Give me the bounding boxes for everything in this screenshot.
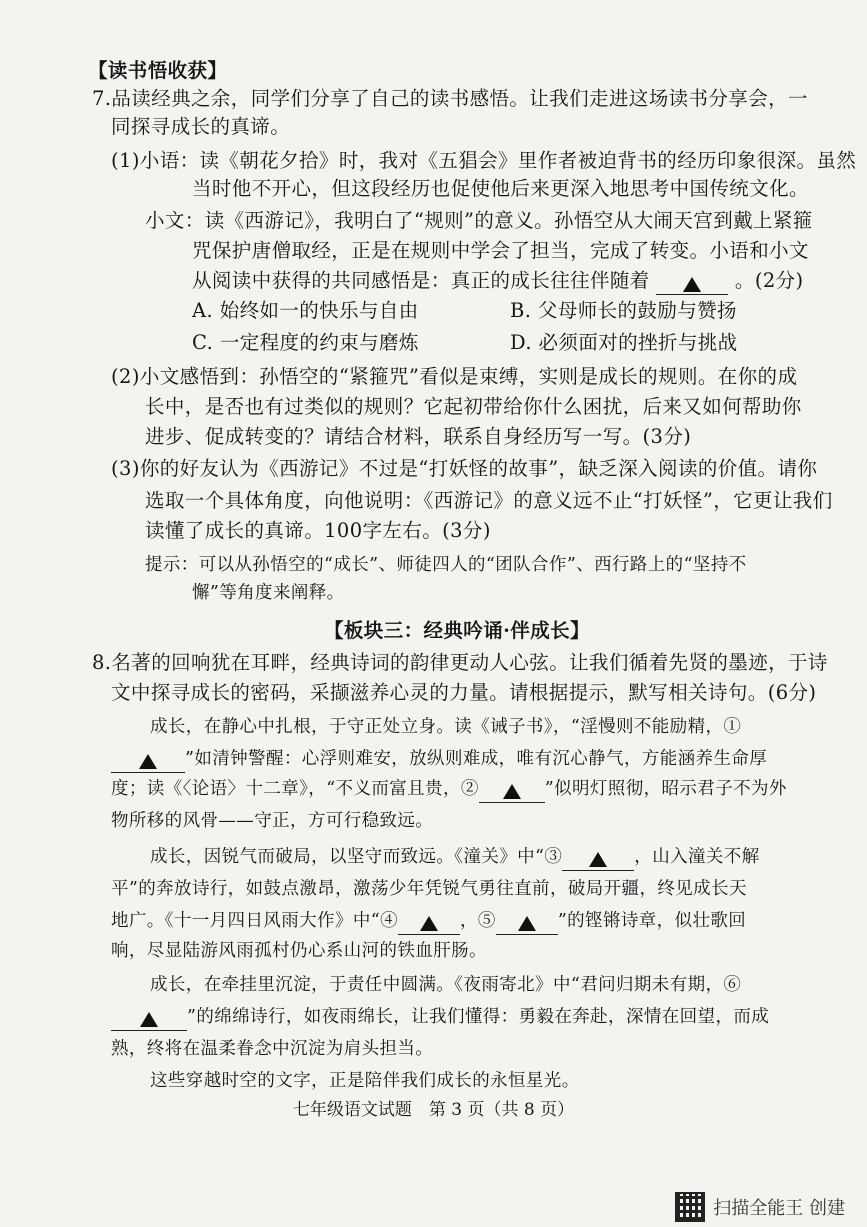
triangle-marker-icon — [589, 852, 607, 867]
triangle-marker-icon — [139, 754, 157, 769]
q8-para2-line-3: 地广。《十一月四日风雨大作》中“④ ，⑤ ”的铿锵诗章，似壮歌回 — [111, 908, 746, 935]
q8-line-2: 文中探寻成长的密码，采撷滋养心灵的力量。请根据提示，默写相关诗句。(6分) — [111, 681, 817, 704]
triangle-marker-icon — [420, 916, 438, 931]
q7-part2-line-2: 长中，是否也有过类似的规则？它起初带给你什么困扰，后来又如何帮助你 — [145, 395, 802, 418]
triangle-marker-icon — [518, 916, 536, 931]
answer-blank-5[interactable] — [496, 912, 558, 935]
option-b: B. 父母师长的鼓励与赞扬 — [510, 299, 737, 322]
q8-para1-line-2: ”如清钟警醒：心浮则难安，放纵则难成，唯有沉心静气，方能涵养生命厚 — [111, 746, 767, 773]
q8-para1-line-1: 成长，在静心中扎根，于守正处立身。读《诫子书》，“淫慢则不能励精，① — [150, 717, 742, 737]
q8-para2-line-1: 成长，因锐气而破局，以坚守而致远。《潼关》中“③ ，山入潼关不解 — [150, 844, 760, 871]
q8-para1-line-3: 度；读《〈论语〉十二章》，“不义而富且贵，② ”似明灯照彻，昭示君子不为外 — [111, 776, 787, 803]
q8-para2-line-4: 响，尽显陆游风雨孤村仍心系山河的铁血肝肠。 — [111, 941, 487, 961]
q7-part3-line-1: (3)你的好友认为《西游记》不过是“打妖怪的故事”，缺乏深入阅读的价值。请你 — [111, 457, 818, 480]
answer-blank[interactable] — [656, 272, 728, 295]
closing-line: 这些穿越时空的文字，正是陪伴我们成长的永恒星光。 — [150, 1071, 580, 1091]
q7-part1-line-5: 从阅读中获得的共同感悟是：真正的成长往往伴随着 。(2分) — [192, 268, 804, 295]
option-d: D. 必须面对的挫折与挑战 — [510, 331, 738, 354]
answer-blank-4[interactable] — [398, 912, 460, 935]
q8-line-1: 8.名著的回响犹在耳畔，经典诗词的韵律更动人心弦。让我们循着先贤的墨迹，于诗 — [92, 651, 828, 674]
option-c: C. 一定程度的约束与磨炼 — [192, 331, 419, 354]
section-header-3: 【板块三：经典吟诵·伴成长】 — [324, 619, 590, 642]
triangle-marker-icon — [503, 784, 521, 799]
scanner-watermark — [675, 1192, 845, 1222]
option-a: A. 始终如一的快乐与自由 — [192, 299, 419, 322]
q7-line-2: 同探寻成长的真谛。 — [111, 115, 291, 138]
page-footer: 七年级语文试题 第 3 页（共 8 页） — [292, 1100, 575, 1120]
q8-para1-line-4: 物所移的风骨——守正，方可行稳致远。 — [111, 811, 434, 831]
q7-part3-line-3: 读懂了成长的真谛。100字左右。(3分) — [145, 519, 491, 542]
hint-line-2: 懈”等角度来阐释。 — [192, 583, 345, 603]
answer-blank-2[interactable] — [479, 780, 545, 803]
q7-part1-line-2: 当时他不开心，但这段经历也促使他后来更深入地思考中国传统文化。 — [192, 177, 809, 200]
qr-code-icon — [675, 1192, 705, 1222]
q7-line-1: 7.品读经典之余，同学们分享了自己的读书感悟。让我们走进这场读书分享会，一 — [92, 87, 808, 110]
triangle-marker-icon — [140, 1012, 158, 1027]
q8-para3-line-1: 成长，在牵挂里沉淀，于责任中圆满。《夜雨寄北》中“君问归期未有期，⑥ — [150, 975, 742, 995]
triangle-marker-icon — [683, 277, 701, 292]
q7-part2-line-1: (2)小文感悟到：孙悟空的“紧箍咒”看似是束缚，实则是成长的规则。在你的成 — [111, 365, 798, 388]
watermark-text: 扫描全能王 创建 — [713, 1198, 845, 1219]
hint-line-1: 提示：可以从孙悟空的“成长”、师徒四人的“团队合作”、西行路上的“坚持不 — [145, 555, 747, 575]
section-header-reading: 【读书悟收获】 — [88, 59, 228, 82]
q8-para3-line-3: 熟，终将在温柔眷念中沉淀为肩头担当。 — [111, 1039, 434, 1059]
answer-blank-1[interactable] — [111, 750, 185, 773]
q8-para2-line-2: 平”的奔放诗行，如鼓点激昂，激荡少年凭锐气勇往直前，破局开疆，终见成长天 — [111, 879, 747, 899]
answer-blank-3[interactable] — [562, 848, 634, 871]
q8-para3-line-2: ”的绵绵诗行，如夜雨绵长，让我们懂得：勇毅在奔赴，深情在回望，而成 — [111, 1004, 769, 1031]
answer-blank-6[interactable] — [111, 1008, 187, 1031]
q7-part1-line-4: 咒保护唐僧取经，正是在规则中学会了担当，完成了转变。小语和小文 — [192, 239, 809, 262]
q7-part2-line-3: 进步、促成转变的？请结合材料，联系自身经历写一写。(3分) — [145, 425, 692, 448]
q7-part3-line-2: 选取一个具体角度，向他说明：《西游记》的意义远不止“打妖怪”，它更让我们 — [145, 489, 833, 512]
q7-part1-line-1: (1)小语：读《朝花夕拾》时，我对《五猖会》里作者被迫背书的经历印象很深。虽然 — [111, 149, 857, 172]
q7-part1-line-3: 小文：读《西游记》，我明白了“规则”的意义。孙悟空从大闹天宫到戴上紧箍 — [145, 209, 813, 232]
